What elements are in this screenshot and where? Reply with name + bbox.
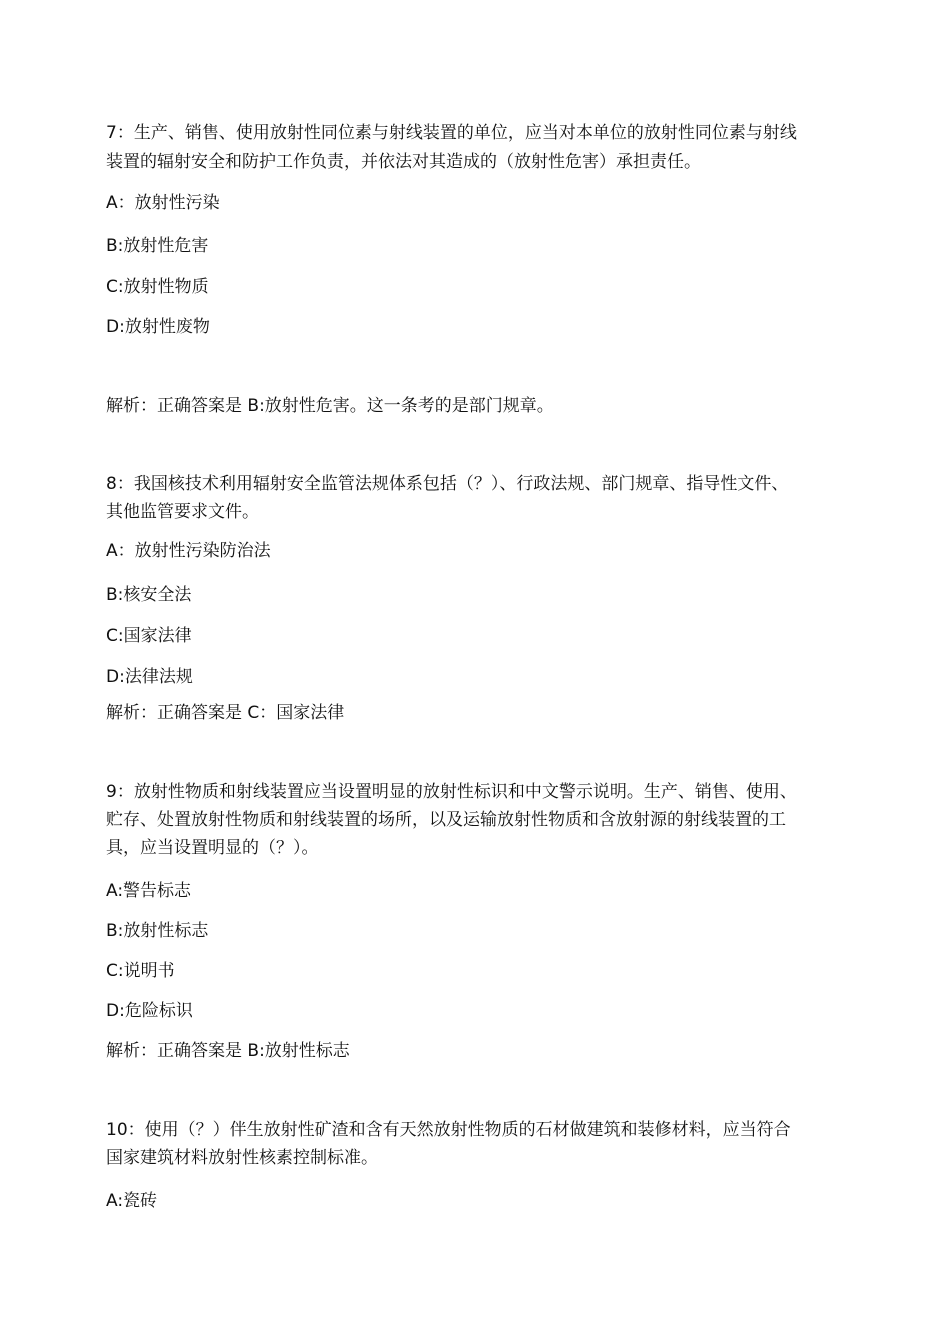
option-a: A：放射性污染防治法 [106, 541, 271, 561]
answer-analysis: 解析：正确答案是 B:放射性标志 [106, 1041, 350, 1061]
question-stem-line: 贮存、处置放射性物质和射线装置的场所，以及运输放射性物质和含放射源的射线装置的工 [106, 810, 786, 830]
option-a: A:瓷砖 [106, 1191, 158, 1211]
question-stem-line: 8：我国核技术利用辐射安全监管法规体系包括（？）、行政法规、部门规章、指导性文件、 [106, 474, 789, 494]
answer-analysis: 解析：正确答案是 B:放射性危害。这一条考的是部门规章。 [106, 396, 554, 416]
question-stem-line: 9：放射性物质和射线装置应当设置明显的放射性标识和中文警示说明。生产、销售、使用、 [106, 782, 797, 802]
option-d: D:危险标识 [106, 1001, 193, 1021]
option-d: D:放射性废物 [106, 317, 210, 337]
question-stem-line: 其他监管要求文件。 [106, 502, 259, 522]
option-c: C:放射性物质 [106, 277, 209, 297]
option-d: D:法律法规 [106, 667, 193, 687]
question-stem-line: 国家建筑材料放射性核素控制标准。 [106, 1148, 378, 1168]
option-c: C:国家法律 [106, 626, 192, 646]
question-stem-line: 7：生产、销售、使用放射性同位素与射线装置的单位，应当对本单位的放射性同位素与射线 [106, 123, 797, 143]
question-stem-line: 10：使用（？）伴生放射性矿渣和含有天然放射性物质的石材做建筑和装修材料，应当符合 [106, 1120, 791, 1140]
question-stem-line: 装置的辐射安全和防护工作负责，并依法对其造成的（放射性危害）承担责任。 [106, 152, 701, 172]
option-c: C:说明书 [106, 961, 175, 981]
option-a: A:警告标志 [106, 881, 192, 901]
option-b: B:放射性危害 [106, 236, 209, 256]
option-b: B:放射性标志 [106, 921, 209, 941]
answer-analysis: 解析：正确答案是 C：国家法律 [106, 703, 345, 723]
option-b: B:核安全法 [106, 585, 192, 605]
option-a: A：放射性污染 [106, 193, 220, 213]
question-stem-line: 具，应当设置明显的（？）。 [106, 838, 319, 858]
